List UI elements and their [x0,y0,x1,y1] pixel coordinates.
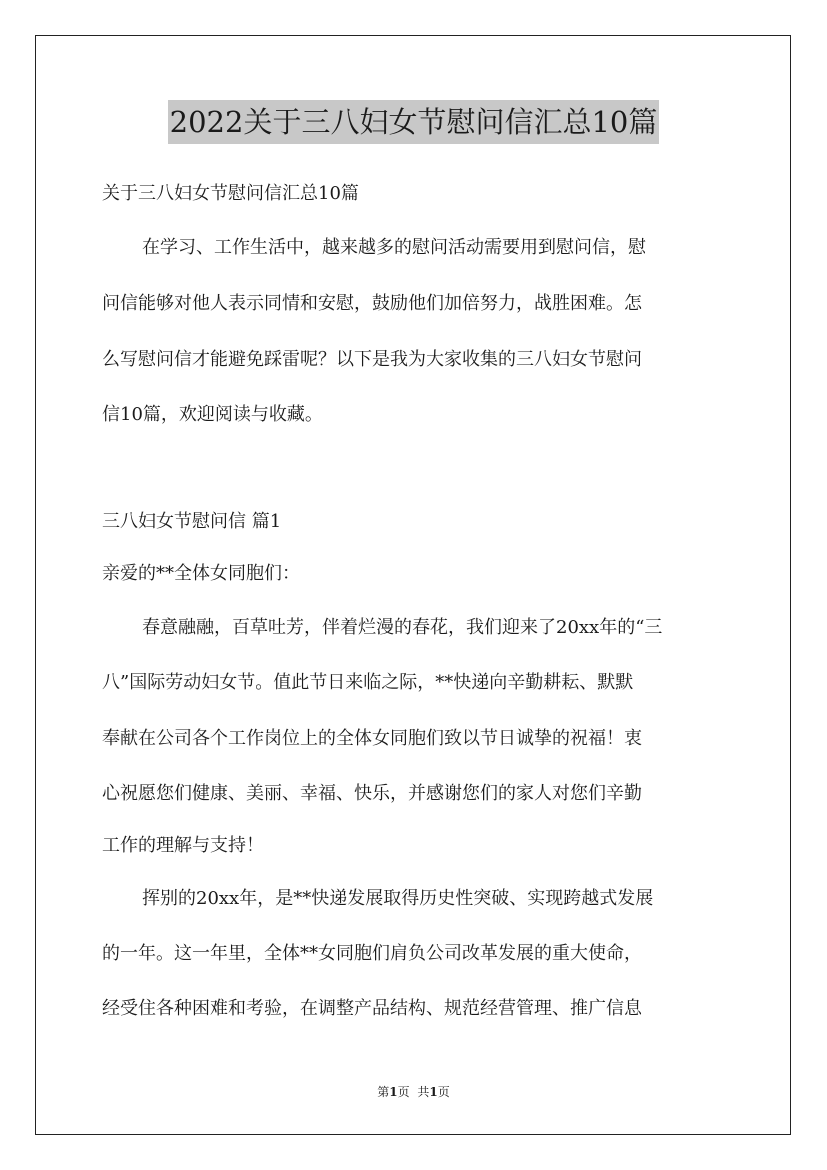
footer-page-prefix: 第 [377,1085,390,1099]
footer-page-suffix: 页 [397,1085,410,1099]
intro-line-3: 么写慰问信才能避免踩雷呢？以下是我为大家收集的三八妇女节慰问 [102,349,642,370]
salutation: 亲爱的**全体女同胞们： [102,563,300,584]
body-line-8: 经受住各种困难和考验，在调整产品结构、规范经营管理、推广信息 [102,998,642,1019]
body-line-3: 奉献在公司各个工作岗位上的全体女同胞们致以节日诚挚的祝福！衷 [102,728,642,749]
intro-line-2: 问信能够对他人表示同情和安慰，鼓励他们加倍努力，战胜困难。怎 [102,293,642,314]
footer-total-number: 1 [429,1085,438,1099]
page-footer [0,1084,827,1100]
footer-total-prefix: 共 [417,1085,430,1099]
body-line-2: 八”国际劳动妇女节。值此节日来临之际，**快递向辛勤耕耘、默默 [102,672,634,693]
title-container [0,100,827,144]
body-line-4: 心祝愿您们健康、美丽、幸福、快乐，并感谢您们的家人对您们辛勤 [102,783,642,804]
document-title: 2022关于三八妇女节慰问信汇总10篇 [168,100,660,144]
intro-line-4: 信10篇，欢迎阅读与收藏。 [102,404,323,425]
section-heading: 三八妇女节慰问信 篇1 [102,511,282,532]
intro-line-1: 在学习、工作生活中，越来越多的慰问活动需要用到慰问信，慰 [142,237,646,258]
body-line-6: 挥别的20xx年，是**快递发展取得历史性突破、实现跨越式发展 [142,888,654,909]
body-line-1: 春意融融，百草吐芳，伴着烂漫的春花，我们迎来了20xx年的“三 [142,617,663,638]
body-line-5: 工作的理解与支持！ [102,835,264,856]
footer-total-suffix: 页 [437,1085,450,1099]
body-line-7: 的一年。这一年里，全体**女同胞们肩负公司改革发展的重大使命， [102,943,642,964]
footer-page-number: 1 [389,1085,398,1099]
subtitle-line: 关于三八妇女节慰问信汇总10篇 [102,183,359,204]
